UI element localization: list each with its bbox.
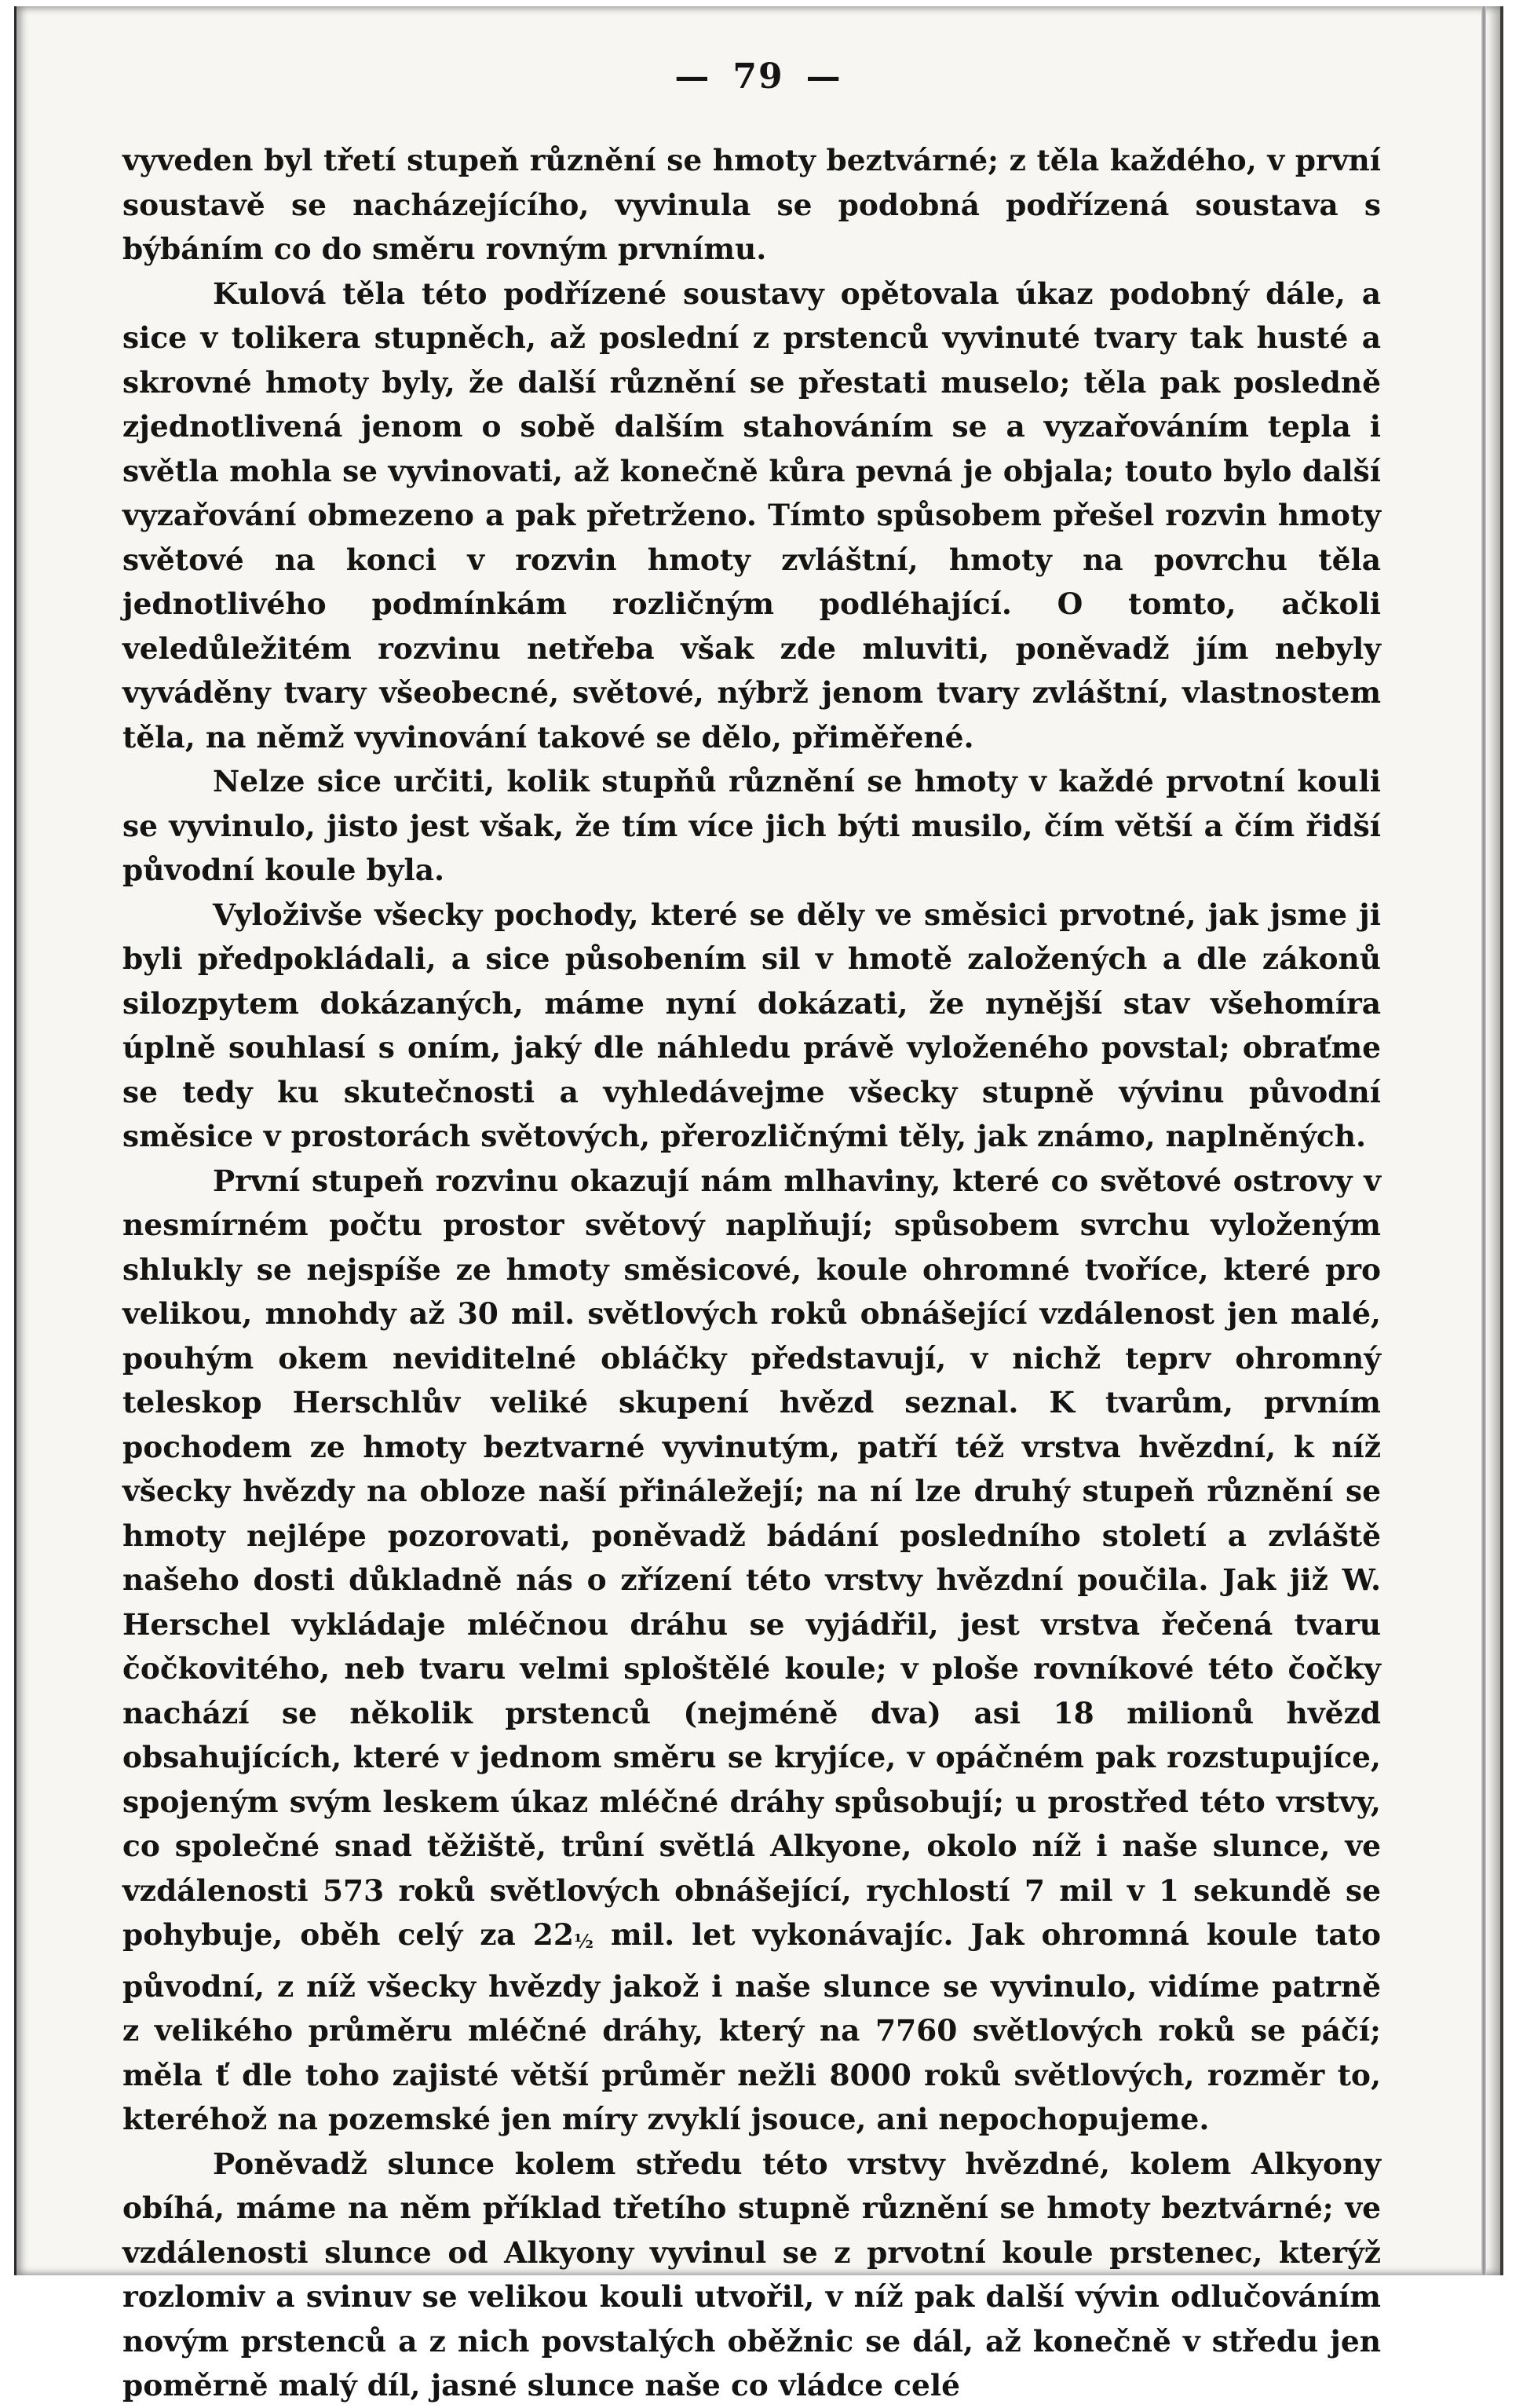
paragraph-part: mil. let vykonávajíc. Jak ohromná koule tato původní, z níž všecky hvězdy jakož i naše slunce se vyvinulo, vidíme patrně z velikého průměru mléčné dráhy, který na 7760 světlových roků se páčí; měla ť dle toho zajisté větší průměr nežli 8000 roků světlových, rozměr to, kteréhož na pozemské jen míry zvyklí jsouce, ani nepochopujeme. — [122, 1917, 1381, 2136]
paragraph: Nelze sice určiti, kolik stupňů různění se hmoty v každé prvotní kouli se vyvinulo, jisto jest však, že tím více jich býti musilo, čím větší a čím řidší původní koule byla. — [122, 764, 1381, 887]
paragraph: vyveden byl třetí stupeň různění se hmoty beztvárné; z těla každého, v první soustavě se nacházejícího, vyvinula se podobná podřízená soustava s býbáním co do směru rovným prvnímu. — [122, 143, 1381, 266]
paragraph: Kulová těla této podřízené soustavy opětovala úkaz podobný dále, a sice v tolikera stupněch, až poslední z prstenců vyvinuté tvary tak husté a skrovné hmoty byly, že další různění se přestati muselo; těla pak posledně zjednotlivená jenom o sobě dalším stahováním se a vyzařováním tepla i světla mohla se vyvinovati, až konečně kůra pevná je objala; touto bylo další vyzařování obmezeno a pak přetrženo. Tímto spůsobem přešel rozvin hmoty světové na konci v rozvin hmoty zvláštní, hmoty na povrchu těla jednotlivého podmínkám rozličným podléhající. O tomto, ačkoli veledůležitém rozvinu netřeba však zde mluviti, poněvadž jím nebyly vyváděny tvary všeobecné, světové, nýbrž jenom tvary zvláštní, vlastnostem těla, na němž vyvinování takové se dělo, přiměřené. — [122, 276, 1381, 755]
page-number: 79 — [732, 57, 784, 97]
page-header — [16, 57, 1500, 97]
book-page — [14, 6, 1503, 2403]
paragraph: Vyloživše všecky pochody, které se děly ve směsici prvotné, jak jsme ji byli předpokládali, a sice působením sil v hmotě založených a dle zákonů silozpytem dokázaných, máme nyní dokázati, že nynější stav všehomíra úplně souhlasí s oním, jaký dle náhledu právě vyloženého povstal; obraťme se tedy ku skutečnosti a vyhledávejme všecky stupně vývinu původní směsice v prostorách světových, přerozličnými těly, jak známo, naplněných. — [122, 897, 1381, 1153]
paragraph: Poněvadž slunce kolem středu této vrstvy hvězdné, kolem Alkyony obíhá, máme na něm příklad třetího stupně různění se hmoty beztvárné; ve vzdálenosti slunce od Alkyony vyvinul se z prvotní koule prstenec, kterýž rozlomiv a svinuv se velikou kouli utvořil, v níž pak další vývin odlučováním novým prstenců a z nich povstalých oběžnic se dál, až konečně v středu jen poměrně malý díl, jasné slunce naše co vládce celé — [122, 2146, 1381, 2403]
page-edge — [1481, 6, 1486, 2275]
body-text — [122, 138, 1381, 2408]
fraction: ½ — [573, 1930, 594, 1953]
paragraph-with-fraction — [122, 1159, 1381, 2142]
header-dash-right: — — [805, 57, 842, 97]
header-dash-left: — — [674, 57, 711, 97]
paragraph-part: První stupeň rozvinu okazují nám mlhaviny, které co světové ostrovy v nesmírném počtu prostor světový naplňují; spůsobem svrchu vyloženým shlukly se nejspíše ze hmoty směsicové, koule ohromné tvoříce, které pro velikou, mnohdy až 30 mil. světlových roků obnášející vzdálenost jen malé, pouhým okem neviditelné obláčky představují, v nichž teprv ohromný teleskop Herschlův veliké skupení hvězd seznal. K tvarům, prvním pochodem ze hmoty beztvarné vyvinutým, patří též vrstva hvězdní, k níž všecky hvězdy na obloze naší přináležejí; na ní lze druhý stupeň různění se hmoty nejlépe pozorovati, poněvadž bádání posledního století a zvláště našeho dosti důkladně nás o zřízení této vrstvy hvězdní poučila. Jak již W. Herschel vykládaje mléčnou dráhu se vyjádřil, jest vrstva řečená tvaru čočkovitého, neb tvaru velmi sploštělé koule; v ploše rovníkové této čočky nachází se několik prstenců (nejméně dva) asi 18 milionů hvězd obsahujících, které v jednom směru se kryjíce, v opáčném pak rozstupujíce, spojeným svým leskem úkaz mléčné dráhy spůsobují; u prostřed této vrstvy, co společné snad těžiště, trůní světlá Alkyone, okolo níž i naše slunce, ve vzdálenosti 573 roků světlových obnášející, rychlostí 7 mil v 1 sekundě se pohybuje, oběh celý za 22 — [122, 1163, 1381, 1952]
